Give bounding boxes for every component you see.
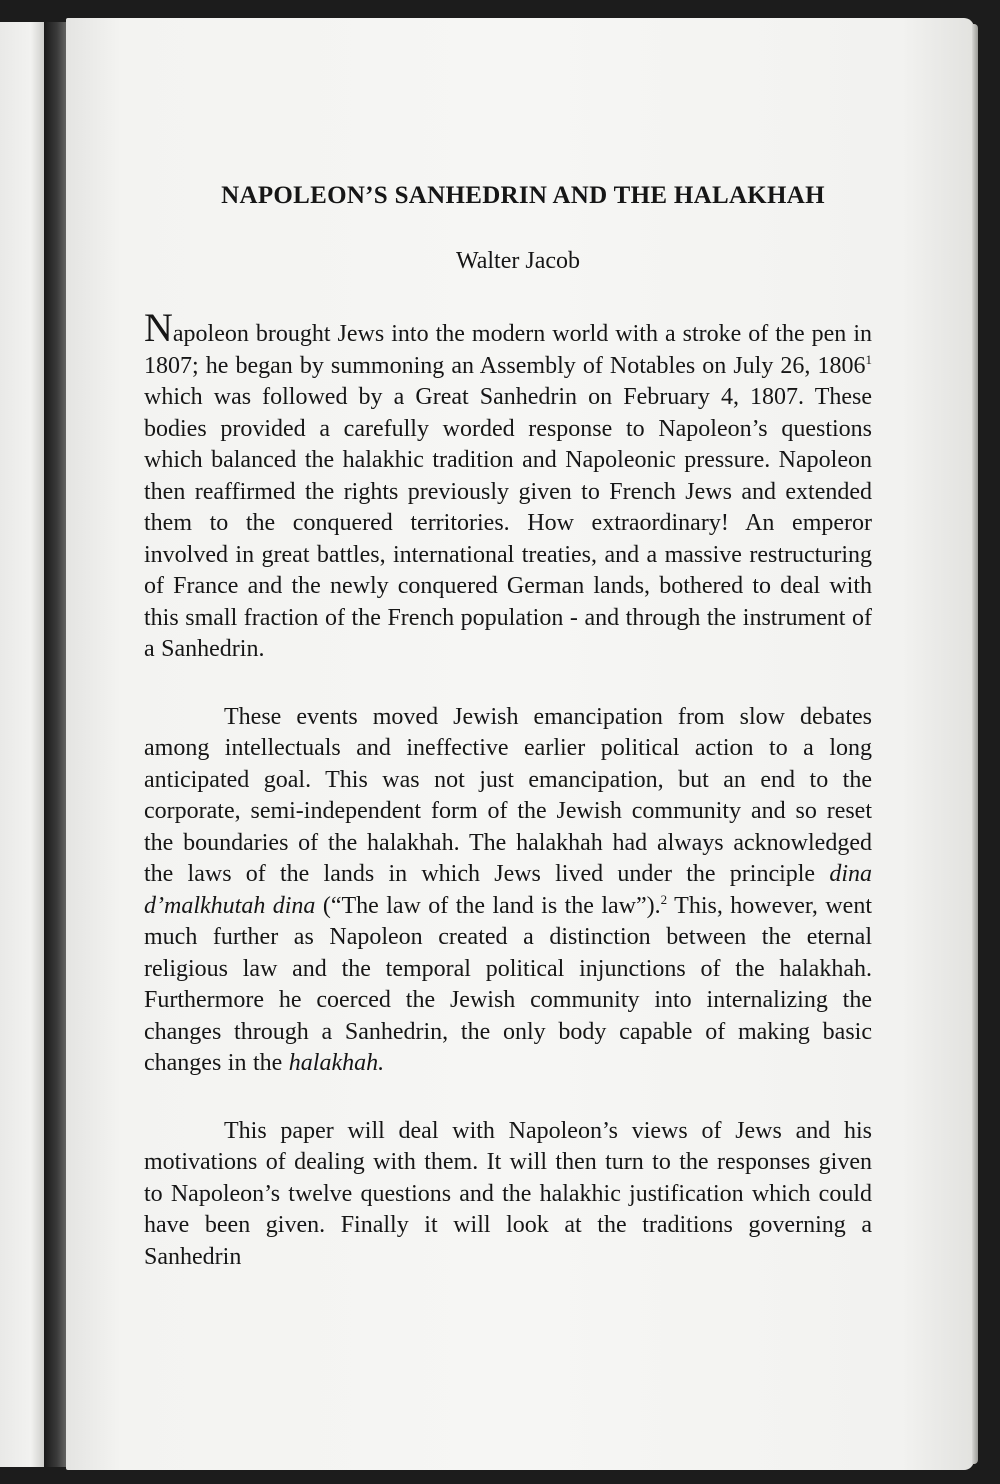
paragraph-2-text-a: These events moved Jewish emancipation from slow debates among intellectuals and ineffective earlier political action to a long anticipated goal. This was not just emancipation, but an end to the corporate, semi-independent form of the Jewish community and so reset the boundaries of the halakhah. The halakhah had always acknowledged the laws of the lands in which Jews lived under the principle xyxy=(144,703,872,887)
drop-cap: N xyxy=(144,305,173,350)
paragraph-2-italic-phrase: dina d’malkhutah dina xyxy=(144,861,872,919)
paragraph-2-italic-term: halakhah. xyxy=(288,1050,385,1076)
paragraph-1 xyxy=(144,305,872,666)
author-name: Walter Jacob xyxy=(455,248,580,274)
paragraph-1-text-b: which was followed by a Great Sanhedrin on February 4, 1807. These bodies provided a carefully worded response to Napoleon’s questions which balanced the halakhic tradition and Napoleonic pressure. Napoleon then reaffirmed the rights previously given to French Jews and extended them to the conquered territories. How extraordinary! An emperor involved in great battles, international treaties, and a massive restructuring of France and the newly conquered German lands, bothered to deal with this small fraction of the French population - and through the instrument of a Sanhedrin. xyxy=(144,384,872,662)
paragraph-2-text-b: (“The law of the land is the law”). xyxy=(315,892,661,919)
chapter-title: NAPOLEON’S SANHEDRIN AND THE HALAKHAH xyxy=(221,182,825,209)
page-right-edge xyxy=(972,24,978,1464)
paragraph-2 xyxy=(144,702,872,1080)
footnote-marker-1: 1 xyxy=(865,351,872,367)
previous-page-edge xyxy=(0,22,44,1467)
paragraph-3-text: This paper will deal with Napoleon’s views of Jews and his motivations of dealing with them. It will then turn to the responses given to Napoleon’s twelve questions and the halakhic justification which could have been given. Finally it will look at the traditions governing a Sanhedrin xyxy=(144,1117,872,1270)
paragraph-3 xyxy=(144,1116,872,1274)
footnote-marker-2: 2 xyxy=(660,891,668,907)
paragraph-1-text-a: apoleon brought Jews into the modern world with a stroke of the pen in 1807; he began by summoning an Assembly of Notables on July 26, 1806 xyxy=(144,321,872,379)
page-content xyxy=(144,176,872,1273)
paragraph-2-text-c: This, however, went much further as Napoleon created a distinction between the eternal religious law and the temporal political injunctions of the halakhah. Furthermore he coerced the Jewish community into internalizing the changes through a Sanhedrin, the only body capable of making basic changes in the xyxy=(144,892,872,1076)
